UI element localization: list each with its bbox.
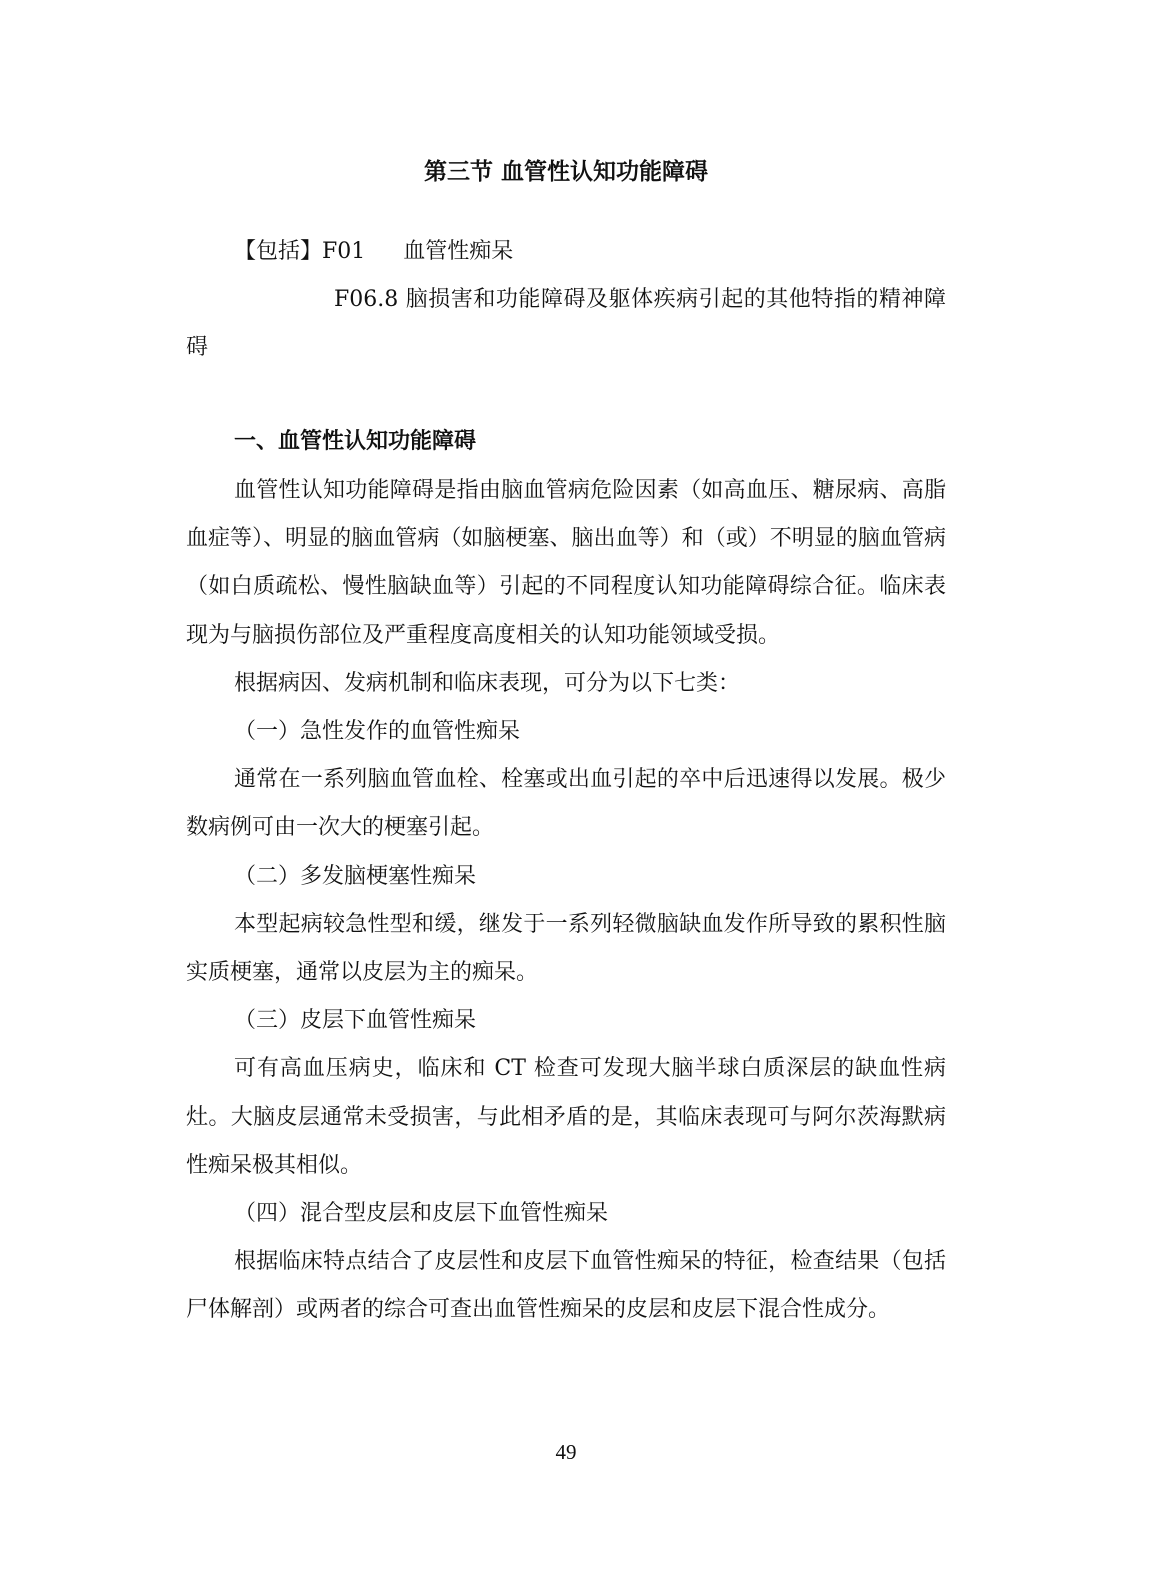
category-heading-3: （三）皮层下血管性痴呆 bbox=[234, 1008, 477, 1034]
includes-code-1: F01 bbox=[322, 239, 366, 264]
subsection-title: 一、血管性认知功能障碍 bbox=[234, 429, 477, 454]
category-text-4: 根据临床特点结合了皮层性和皮层下血管性痴呆的特征，检查结果（包括尸体解剖）或两者的综合可查出血管性痴呆的皮层和皮层下混合性成分。 bbox=[186, 1249, 946, 1323]
includes-line-1 bbox=[186, 228, 946, 276]
category-text-2: 本型起病较急性型和缓，继发于一系列轻微脑缺血发作所导致的累积性脑实质梗塞，通常以皮层为主的痴呆。 bbox=[186, 911, 946, 986]
paragraph-definition: 血管性认知功能障碍是指由脑血管病危险因素（如高血压、糖尿病、高脂血症等）、明显的脑血管病（如脑梗塞、脑出血等）和（或）不明显的脑血管病（如白质疏松、慢性脑缺血等）引起的不同程度认知功能障碍综合征。临床表现为与脑损伤部位及严重程度高度相关的认知功能领域受损。 bbox=[186, 478, 946, 648]
body-text bbox=[186, 467, 946, 1335]
category-heading-2: （二）多发脑梗塞性痴呆 bbox=[234, 863, 477, 889]
page-number: 49 bbox=[555, 1440, 577, 1464]
category-text-1: 通常在一系列脑血管血栓、栓塞或出血引起的卒中后迅速得以发展。极少数病例可由一次大的梗塞引起。 bbox=[186, 767, 946, 841]
includes-line-2 bbox=[186, 276, 946, 372]
category-heading-1: （一）急性发作的血管性痴呆 bbox=[234, 719, 521, 745]
includes-item-1: 血管性痴呆 bbox=[403, 239, 514, 264]
includes-code-2: F06.8 bbox=[334, 287, 399, 312]
category-heading-4: （四）混合型皮层和皮层下血管性痴呆 bbox=[234, 1201, 609, 1227]
includes-item-2: 脑损害和功能障碍及躯体疾病引起的其他特指的精神障碍 bbox=[186, 287, 946, 360]
category-text-3: 可有高血压病史，临床和 CT 检查可发现大脑半球白质深层的缺血性病灶。大脑皮层通常未受损害，与此相矛盾的是，其临床表现可与阿尔茨海默病性痴呆极其相似。 bbox=[186, 1056, 946, 1178]
section-title: 第三节 血管性认知功能障碍 bbox=[423, 159, 708, 185]
includes-block bbox=[186, 228, 946, 372]
paragraph-classification-intro: 根据病因、发病机制和临床表现，可分为以下七类： bbox=[234, 670, 741, 696]
includes-label: 【包括】 bbox=[234, 239, 323, 264]
